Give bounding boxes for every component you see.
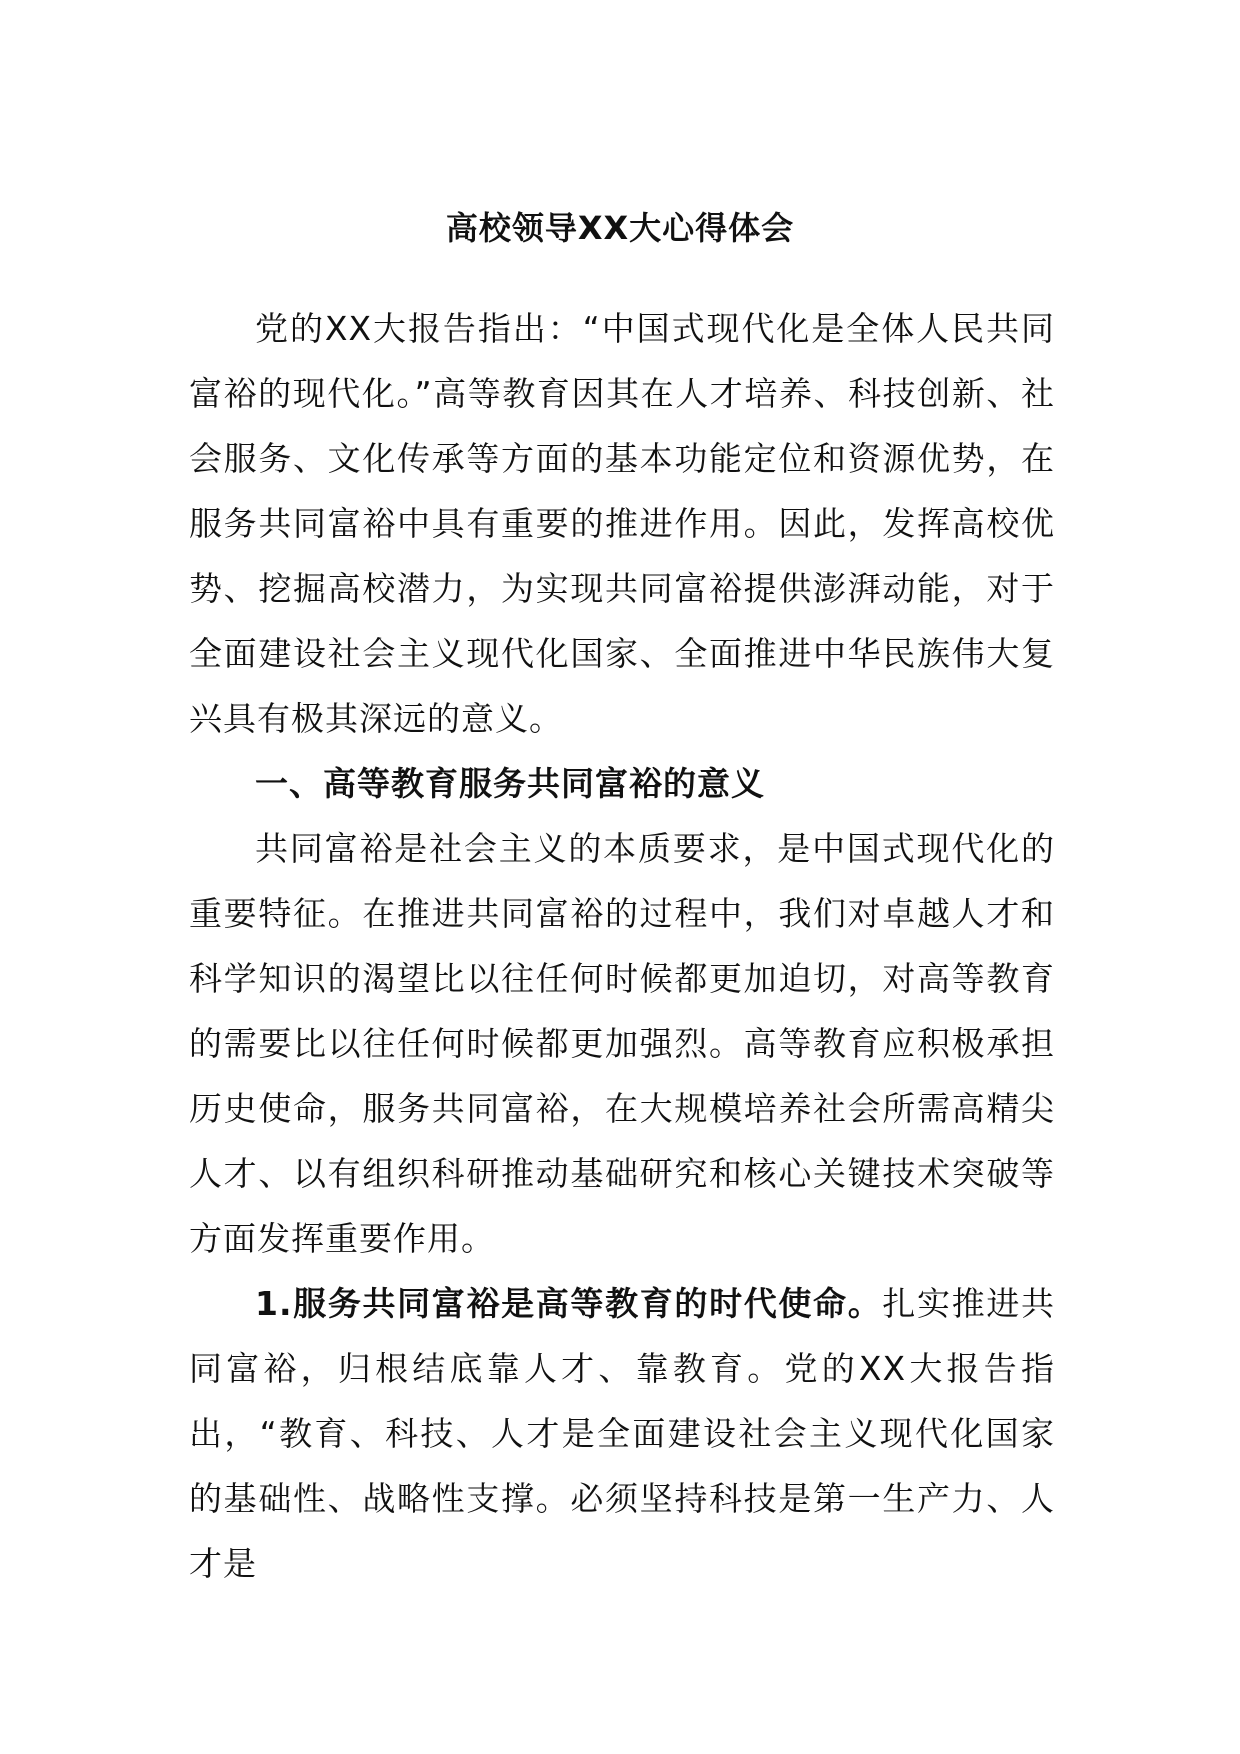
section-paragraph: 共同富裕是社会主义的本质要求，是中国式现代化的重要特征。在推进共同富裕的过程中，我们对卓越人才和科学知识的渴望比以往任何时候都更加迫切，对高等教育的需要比以往任何时候都更加强烈。高等教育应积极承担历史使命，服务共同富裕，在大规模培养社会所需高精尖人才、以有组织科研推动基础研究和核心关键技术突破等方面发挥重要作用。 [189, 829, 1055, 1258]
subsection-text: 扎实推进共同富裕，归根结底靠人才、靠教育。党的XX大报告指出，“教育、科技、人才是全面建设社会主义现代化国家的基础性、战略性支撑。必须坚持科技是第一生产力、人才是 [189, 1284, 1056, 1583]
document-title: 高校领导XX大心得体会 [445, 209, 795, 247]
subsection-lead: 1.服务共同富裕是高等教育的时代使命。 [255, 1284, 883, 1323]
intro-paragraph: 党的XX大报告指出：“中国式现代化是全体人民共同富裕的现代化。”高等教育因其在人才培养、科技创新、社会服务、文化传承等方面的基本功能定位和资源优势，在服务共同富裕中具有重要的推进作用。因此，发挥高校优势、挖掘高校潜力，为实现共同富裕提供澎湃动能，对于全面建设社会主义现代化国家、全面推进中华民族伟大复兴具有极其深远的意义。 [189, 309, 1055, 738]
document-body [189, 296, 1055, 1596]
section-heading: 一、高等教育服务共同富裕的意义 [255, 764, 765, 803]
subsection-paragraph [189, 1271, 1055, 1596]
